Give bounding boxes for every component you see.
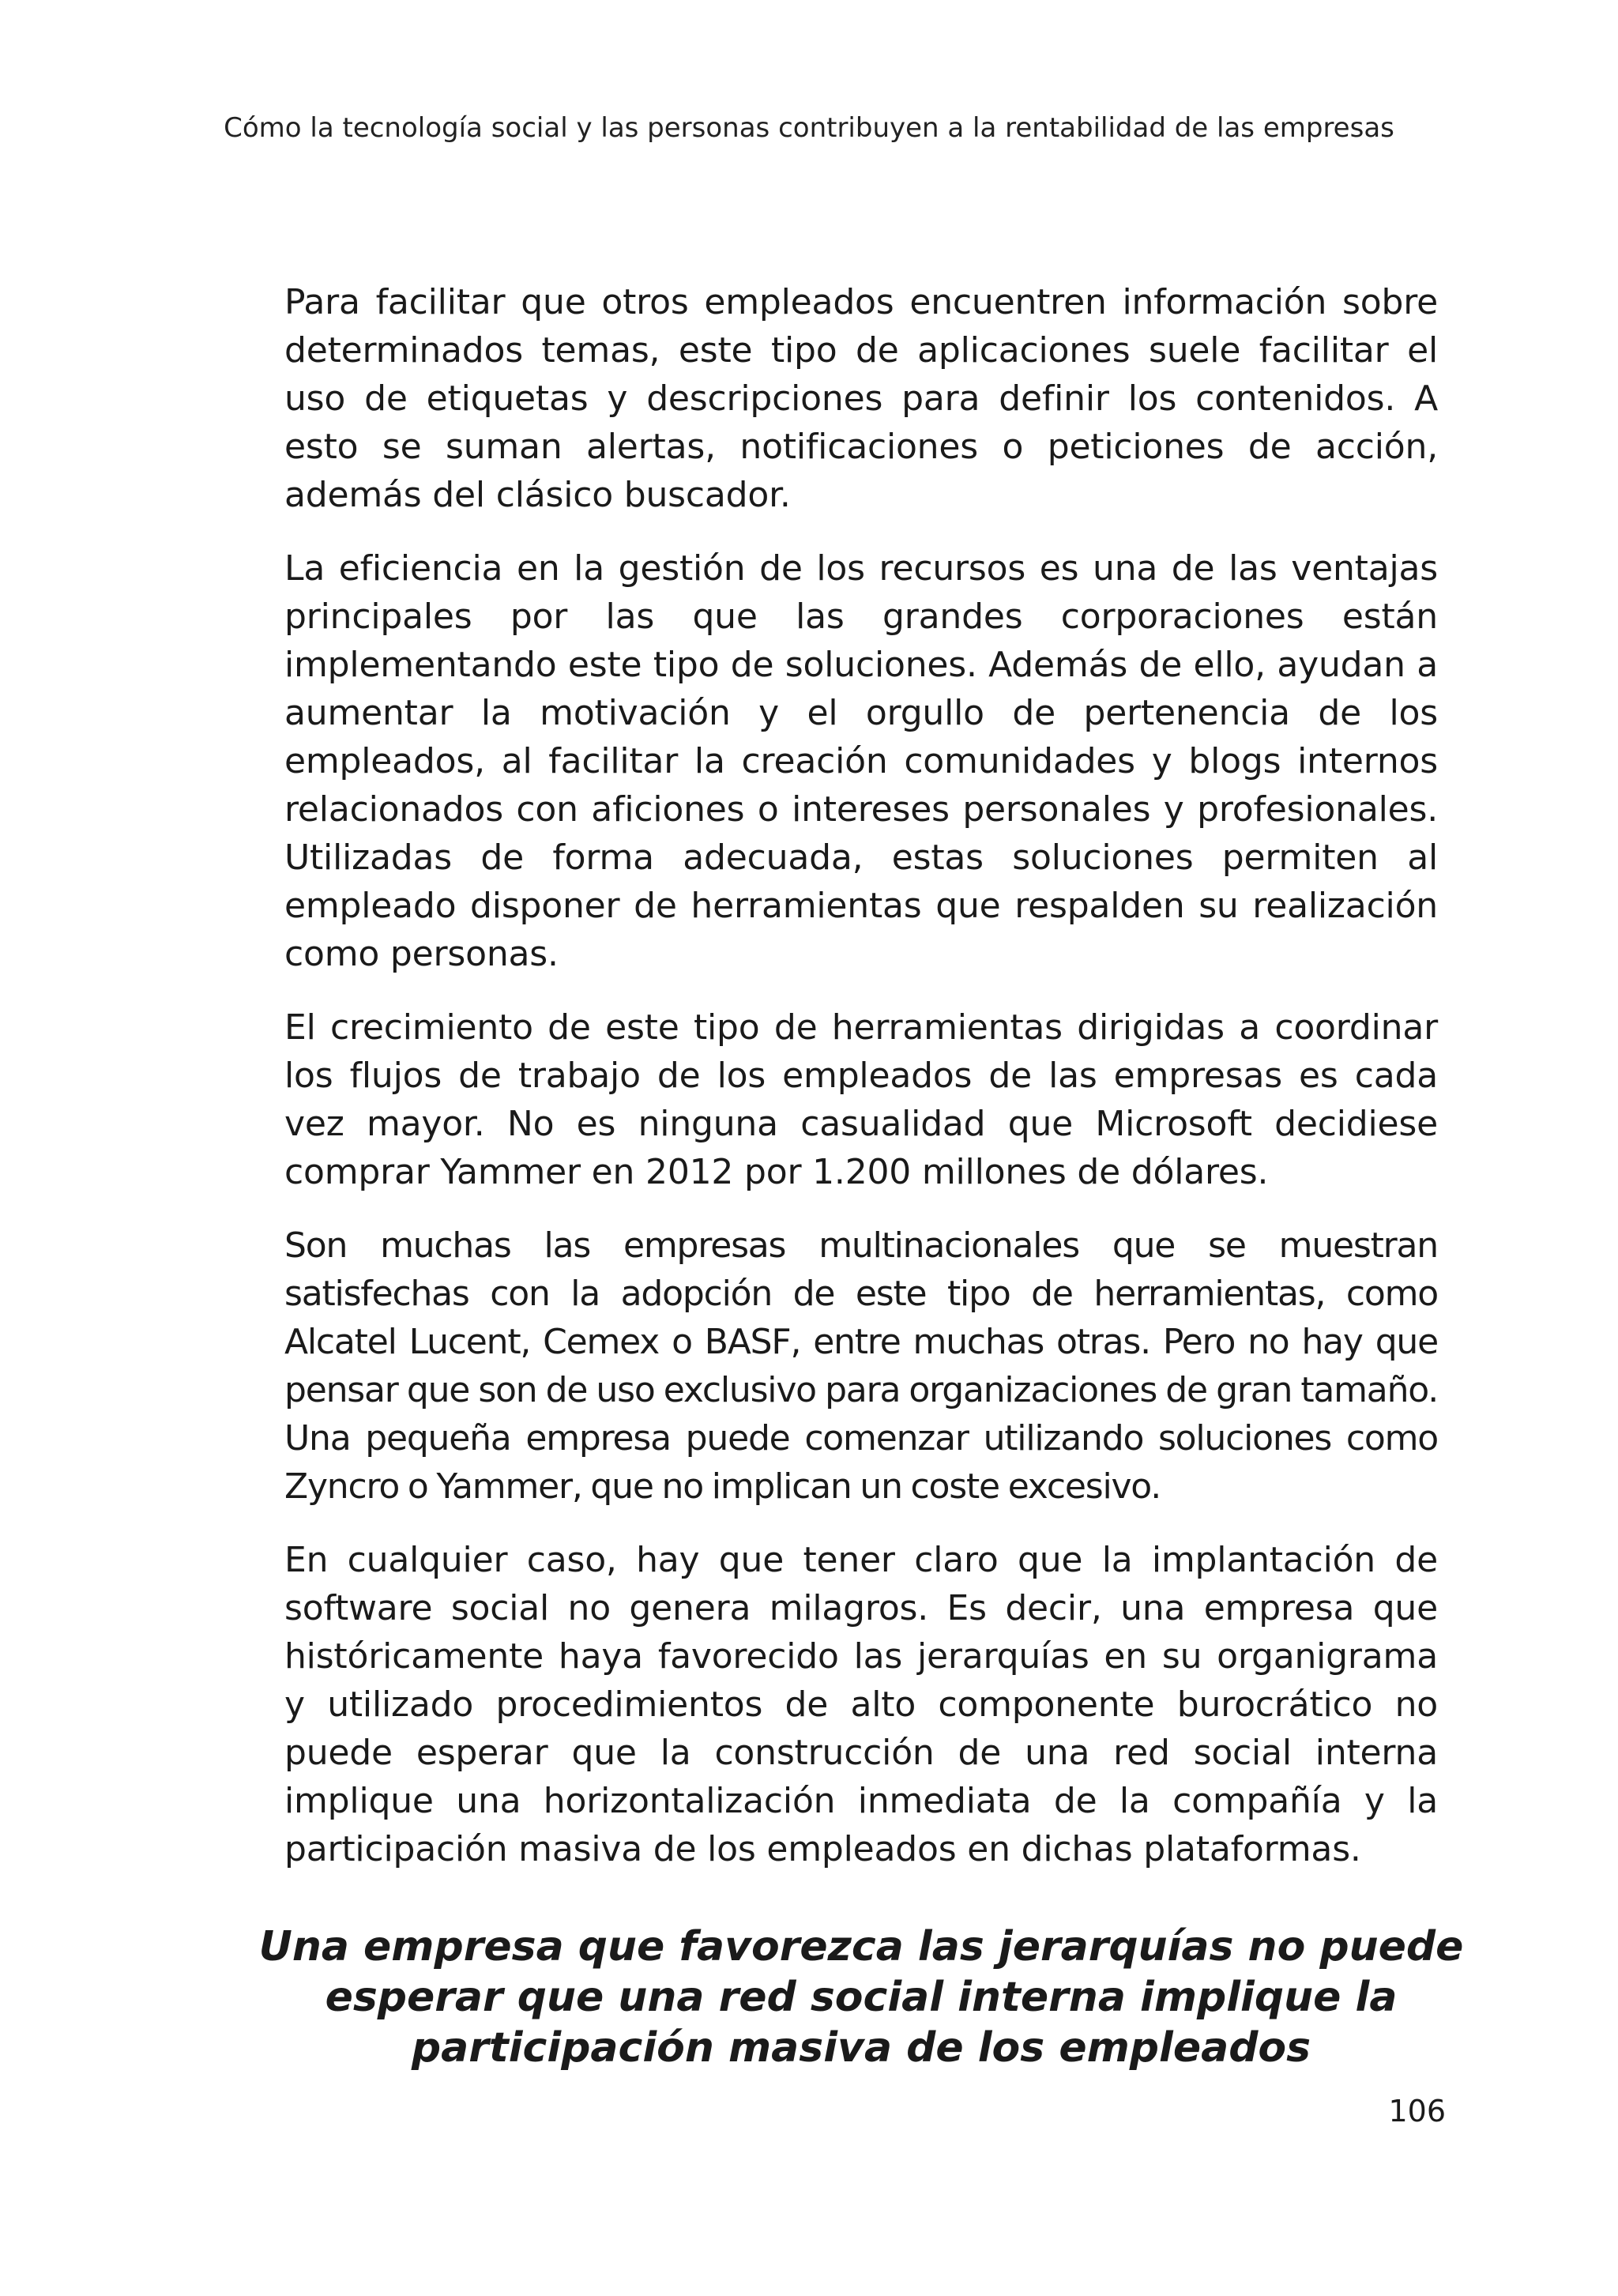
- paragraph-2: La eficiencia en la gestión de los recursos es una de las ventajas principales por las que las grandes corporaciones están implementando este tipo de soluciones. Además de ello, ayudan a aumentar la motivación y el orgullo de pertenencia de los empleados, al facilitar la creación comunidades y blogs internos relacionados con aficiones o intereses personales y profesionales. Utilizadas de forma adecuada, estas soluciones permiten al empleado disponer de herramientas que respalden su realización como personas.: [284, 548, 1438, 974]
- paragraph-5: En cualquier caso, hay que tener claro que la implantación de software social no genera milagros. Es decir, una empresa que históricamente haya favorecido las jerarquías en su organigrama y utilizado procedimientos de alto componente burocrático no puede esperar que la construcción de una red social interna implique una horizontalización inmediata de la compañía y la participación masiva de los empleados en dichas plataformas.: [284, 1540, 1438, 1869]
- pull-quote: [237, 1921, 1485, 2073]
- body-text: [284, 278, 1438, 1899]
- pull-quote-line-3: participación masiva de los empleados: [411, 2024, 1311, 2072]
- running-header: Cómo la tecnología social y las personas contribuyen a la rentabilidad de las empresas: [224, 112, 1394, 144]
- page-number: 106: [1388, 2094, 1446, 2129]
- pull-quote-line-1: Una empresa que favorezca las jerarquías no puede: [258, 1923, 1464, 1970]
- pull-quote-line-2: esperar que una red social interna implique la: [325, 1974, 1398, 2021]
- paragraph-1: Para facilitar que otros empleados encuentren información sobre determinados temas, este tipo de aplicaciones suele facilitar el uso de etiquetas y descripciones para definir los contenidos. A esto se suman alertas, notificaciones o peticiones de acción, además del clásico buscador.: [284, 282, 1438, 515]
- paragraph-3: El crecimiento de este tipo de herramientas dirigidas a coordinar los flujos de trabajo de los empleados de las empresas es cada vez mayor. No es ninguna casualidad que Microsoft decidiese comprar Yammer en 2012 por 1.200 millones de dólares.: [284, 1007, 1438, 1192]
- paragraph-4: Son muchas las empresas multinacionales que se muestran satisfechas con la adopción de este tipo de herramientas, como Alcatel Lucent, Cemex o BASF, entre muchas otras. Pero no hay que pensar que son de uso exclusivo para organizaciones de gran tamaño. Una pequeña empresa puede comenzar utilizando soluciones como Zyncro o Yammer, que no implican un coste excesivo.: [284, 1225, 1438, 1507]
